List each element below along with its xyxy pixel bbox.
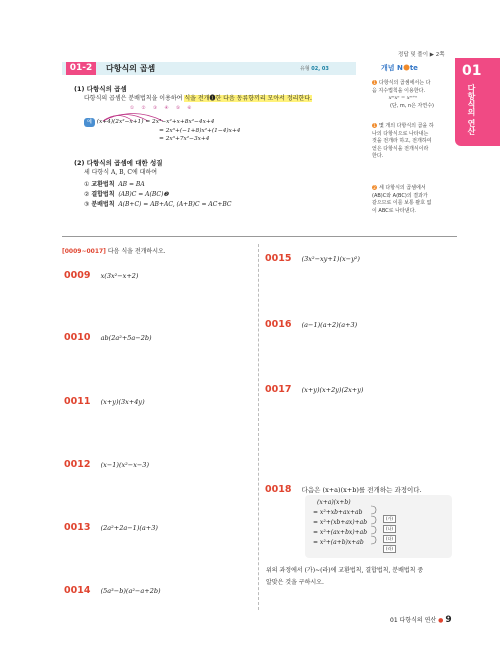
- note-text: 몇 개의 다항식의 곱을 하나의 다항식으로 나타내는 것을 전개라 하고, 전개하여 얻은 다항식을 전개식이라 한다.: [372, 123, 434, 159]
- problem-number: 0015: [265, 253, 292, 264]
- step-brackets-icon: [370, 504, 382, 552]
- section-divider: [62, 236, 457, 237]
- type-value: 02, 03: [311, 66, 329, 72]
- footer-dot-icon: ●: [438, 617, 444, 624]
- note-formula: xᵐxⁿ = xᵐ⁺ⁿ: [388, 95, 418, 101]
- problem-number: 0018: [265, 484, 292, 495]
- note-number: 1: [373, 80, 376, 85]
- section-badge: 01-2: [66, 62, 96, 75]
- step-mark: ④: [164, 106, 172, 111]
- column-divider: [258, 244, 259, 610]
- law-expression: AB = BA: [118, 181, 145, 188]
- law-item: [84, 190, 231, 200]
- section2-intro: 세 다항식 A, B, C에 대하여: [84, 169, 158, 176]
- problem-item: [64, 263, 138, 282]
- law-number: ③: [84, 201, 90, 208]
- problem-range-text: 다음 식을 전개하시오.: [105, 248, 166, 255]
- problem-expression: (x−1)(x²−x−3): [100, 461, 149, 469]
- chapter-tab-number: 01: [462, 63, 482, 79]
- problem-number: 0011: [64, 396, 91, 407]
- expansion-line: = x²+(a+b)x+ab: [313, 539, 364, 546]
- expansion-line: = x²+(ax+bx)+ab: [313, 529, 368, 536]
- answer-reference: 정답 및 풀이 ▶ 2쪽: [398, 52, 445, 58]
- problem-expression: (3x²−xy+1)(x−y²): [301, 255, 360, 263]
- law-number: ①: [84, 181, 90, 188]
- note-item: [372, 80, 434, 110]
- problem-expression: x(3x²−x+2): [100, 272, 139, 280]
- problem-number: 0016: [265, 319, 292, 330]
- problem-item: [265, 246, 360, 265]
- footer-chapter: 01 다항식의 연산: [390, 617, 437, 624]
- note-item: [372, 185, 434, 215]
- expansion-steps: [313, 498, 367, 548]
- section1-text-highlight: 식을 전개❶한 다음 동류항끼리 모아서 정리한다.: [184, 95, 312, 102]
- step-labels: [383, 505, 396, 551]
- section1-heading: (1) 다항식의 곱셈: [74, 85, 127, 93]
- note-title-part: 개념 N: [381, 64, 403, 72]
- law-name: 결합법칙: [91, 191, 115, 198]
- note-number: 1: [373, 123, 376, 128]
- example-line: = 2x³+7x²−3x+4: [159, 136, 210, 142]
- note-condition: (단, m, n은 자연수): [389, 102, 434, 109]
- note-number: 2: [373, 185, 376, 190]
- section1-text-main: 다항식의 곱셈은 분배법칙을 이용하여: [84, 95, 185, 102]
- step-mark: ⑥: [187, 106, 195, 111]
- problem-item: [64, 325, 152, 344]
- problem-expression: (5a³−b)(a²−a+2b): [100, 587, 161, 595]
- problem-item: [64, 515, 158, 534]
- law-expression: (AB)C = A(BC)❷: [118, 191, 169, 198]
- problem-item: [64, 389, 145, 408]
- problem-expression: (x+y)(3x+4y): [100, 398, 145, 406]
- note-text: 세 다항식의 곱셈에서 (AB)C와 A(BC)의 결과가 같으므로 이를 보통 괄호 없이 ABC로 나타낸다.: [372, 185, 432, 214]
- problem-number: 0017: [265, 384, 292, 395]
- note-o-icon: [403, 64, 410, 71]
- problem-item: [265, 377, 363, 396]
- q18-followup: [266, 565, 423, 589]
- page-number: 9: [445, 615, 452, 625]
- example-line: = 2x³+(−1+8)x²+(1−4)x+4: [159, 127, 241, 134]
- example-line: (x+4)(2x²−x+1) = 2x³−x²+x+8x²−4x+4: [96, 119, 215, 125]
- law-name: 분배법칙: [91, 201, 115, 208]
- problem-expression: (x+y)(x+2y)(2x+y): [301, 386, 364, 394]
- law-name: 교환법칙: [91, 181, 115, 188]
- problem-number: 0010: [64, 332, 91, 343]
- note-title-part: te: [409, 64, 418, 72]
- problem-number: 0014: [64, 585, 91, 596]
- example-badge: 예: [84, 118, 95, 127]
- problem-item: [265, 477, 422, 496]
- page-footer: [390, 615, 452, 625]
- step-label: (가): [383, 515, 396, 523]
- concept-note-title: [381, 63, 418, 73]
- law-number: ②: [84, 191, 90, 198]
- step-mark: ②: [141, 106, 149, 111]
- example-block: [84, 118, 240, 144]
- law-expression: A(B+C) = AB+AC, (A+B)C = AC+BC: [118, 201, 232, 208]
- step-mark: ①: [130, 106, 138, 111]
- step-label: (나): [383, 525, 396, 533]
- problem-number: 0009: [64, 270, 91, 281]
- step-label: (다): [383, 535, 396, 543]
- step-label: (라): [383, 545, 396, 553]
- problem-number: 0013: [64, 522, 91, 533]
- problem-range-instruction: [62, 246, 166, 255]
- q18-followup-line: 위의 과정에서 (가)~(라)에 교환법칙, 결합법칙, 분배법칙 중: [266, 567, 424, 574]
- problem-expression: (2a²+2a−1)(a+3): [100, 524, 158, 532]
- expansion-line: = x²+xb+ax+ab: [313, 509, 363, 516]
- law-item: [84, 180, 231, 190]
- q18-followup-line: 알맞은 것을 구하시오.: [266, 579, 324, 586]
- chapter-tab-title: 다항식의 연산: [467, 84, 476, 135]
- step-mark: ⑤: [175, 106, 183, 111]
- expansion-line: (x+a)(x+b): [317, 499, 351, 506]
- problem-item: [64, 578, 161, 597]
- law-item: [84, 200, 231, 210]
- section1-text: [84, 94, 349, 103]
- note-item: [372, 123, 434, 161]
- problem-item: [265, 312, 357, 331]
- problem-expression: (a−1)(a+2)(a+3): [301, 321, 358, 329]
- expansion-line: = x²+(xb+ax)+ab: [313, 519, 368, 526]
- problem-expression: 다음은 (x+a)(x+b)를 전개하는 과정이다.: [301, 486, 422, 494]
- problem-item: [64, 452, 149, 471]
- note-text: 다항식의 곱셈에서는 다음 지수법칙을 이용한다.: [372, 80, 431, 94]
- problem-number: 0012: [64, 459, 91, 470]
- problem-range-code: [0009~0017]: [62, 248, 106, 255]
- problem-expression: ab(2a²+5a−2b): [100, 334, 152, 342]
- type-reference: [300, 65, 329, 72]
- step-mark: ③: [152, 106, 161, 111]
- section2-heading: (2) 다항식의 곱셈에 대한 성질: [74, 159, 163, 167]
- section-title: 다항식의 곱셈: [106, 64, 156, 73]
- type-label: 유형: [300, 66, 310, 72]
- law-list: [84, 180, 231, 210]
